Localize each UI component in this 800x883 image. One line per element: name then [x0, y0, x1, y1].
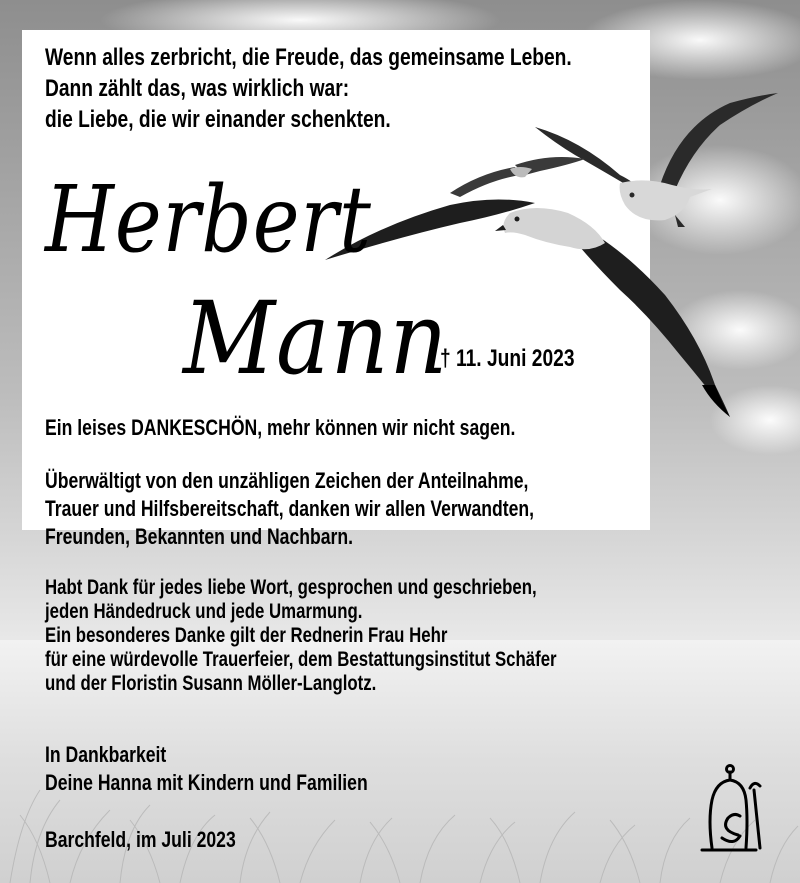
thanks-details: Habt Dank für jedes liebe Wort, gesprochen und geschrieben, jeden Händedruck und jede Umarmung. Ein besonderes Danke gilt der Rednerin Frau Hehr für eine würdevolle Trauerfeier, dem Bestattungsinstitut Schäfer und der Floristin Susann Möller-Langlotz.	[45, 576, 557, 695]
thanks-paragraph: Überwältigt von den unzähligen Zeichen der Anteilnahme, Trauer und Hilfsbereitschaft, danken wir allen Verwandten, Freunden, Bekannten und Nachbarn.	[45, 468, 535, 549]
signature-lines: In Dankbarkeit Deine Hanna mit Kindern und Familien	[45, 742, 368, 795]
opening-poem: Wenn alles zerbricht, die Freude, das gemeinsame Leben. Dann zählt das, was wirklich war: die Liebe, die wir einander schenkten.	[45, 44, 572, 133]
death-date: † 11. Juni 2023	[440, 345, 575, 372]
thanks-headline: Ein leises DANKESCHÖN, mehr können wir nicht sagen.	[45, 415, 516, 440]
last-name: Mann	[183, 280, 449, 397]
first-name: Herbert	[45, 166, 372, 273]
place-date: Barchfeld, im Juli 2023	[45, 827, 236, 852]
bell-logo-icon	[690, 760, 770, 855]
